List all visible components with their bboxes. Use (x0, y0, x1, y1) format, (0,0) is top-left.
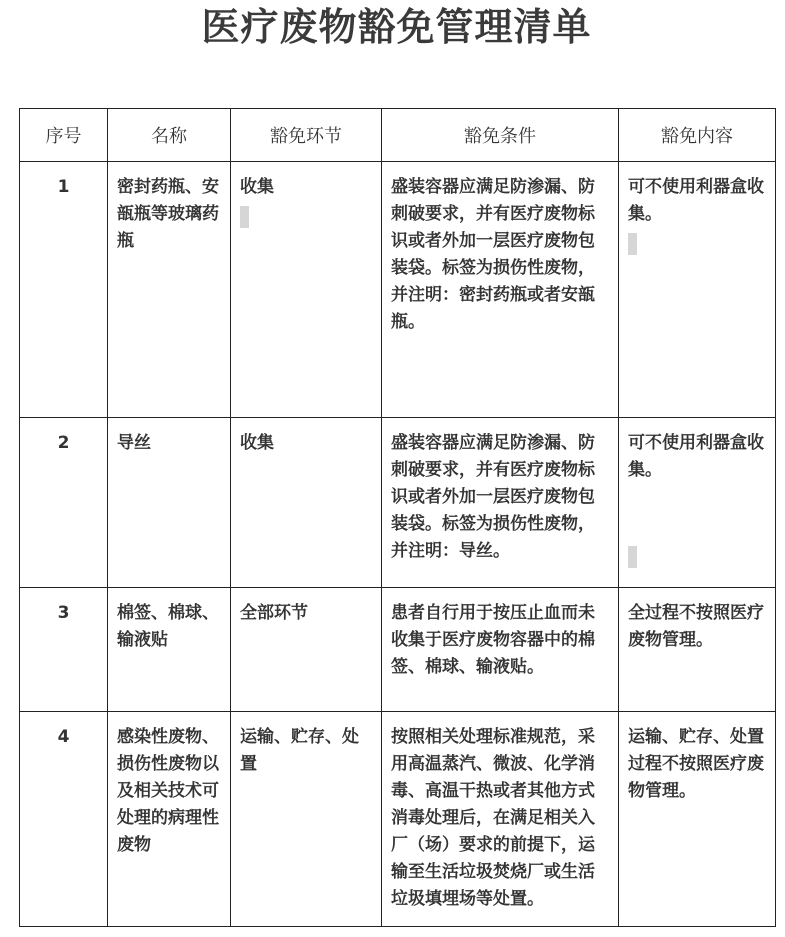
cell-name: 导丝 (108, 418, 231, 588)
cell-stage: 全部环节 (231, 588, 382, 712)
cell-content: 全过程不按照医疗废物管理。 (619, 588, 776, 712)
table-row (20, 418, 776, 588)
cursor-mark (628, 546, 637, 568)
header-content: 豁免内容 (619, 109, 776, 162)
cell-stage: 收集 (231, 418, 382, 588)
cell-condition: 患者自行用于按压止血而未收集于医疗废物容器中的棉签、棉球、输液贴。 (382, 588, 619, 712)
cell-index: 2 (20, 418, 108, 588)
cell-condition: 盛装容器应满足防渗漏、防刺破要求，并有医疗废物标识或者外加一层医疗废物包装袋。标签为损伤性废物，并注明：密封药瓶或者安瓿瓶。 (382, 162, 619, 418)
cell-index: 4 (20, 712, 108, 927)
header-index: 序号 (20, 109, 108, 162)
table-row (20, 162, 776, 418)
header-condition: 豁免条件 (382, 109, 619, 162)
header-stage: 豁免环节 (231, 109, 382, 162)
cell-content: 可不使用利器盒收集。 (619, 418, 776, 588)
page-title: 医疗废物豁免管理清单 (201, 5, 592, 49)
cursor-mark (628, 233, 637, 255)
cell-index: 3 (20, 588, 108, 712)
cell-stage: 收集 (231, 162, 382, 418)
cell-stage: 运输、贮存、处置 (231, 712, 382, 927)
table-row (20, 712, 776, 927)
cell-name: 密封药瓶、安瓿瓶等玻璃药瓶 (108, 162, 231, 418)
cell-condition: 按照相关处理标准规范，采用高温蒸汽、微波、化学消毒、高温干热或者其他方式消毒处理后，在满足相关入厂（场）要求的前提下，运输至生活垃圾焚烧厂或生活垃圾填埋场等处置。 (382, 712, 619, 927)
cell-content: 可不使用利器盒收集。 (619, 162, 776, 418)
cell-name: 感染性废物、损伤性废物以及相关技术可处理的病理性废物 (108, 712, 231, 927)
exemption-table (19, 108, 776, 927)
table-row (20, 588, 776, 712)
cursor-mark (240, 206, 249, 228)
table-header-row (20, 109, 776, 162)
cell-index: 1 (20, 162, 108, 418)
cell-content: 运输、贮存、处置过程不按照医疗废物管理。 (619, 712, 776, 927)
cell-condition: 盛装容器应满足防渗漏、防刺破要求，并有医疗废物标识或者外加一层医疗废物包装袋。标签为损伤性废物，并注明：导丝。 (382, 418, 619, 588)
header-name: 名称 (108, 109, 231, 162)
cell-name: 棉签、棉球、输液贴 (108, 588, 231, 712)
